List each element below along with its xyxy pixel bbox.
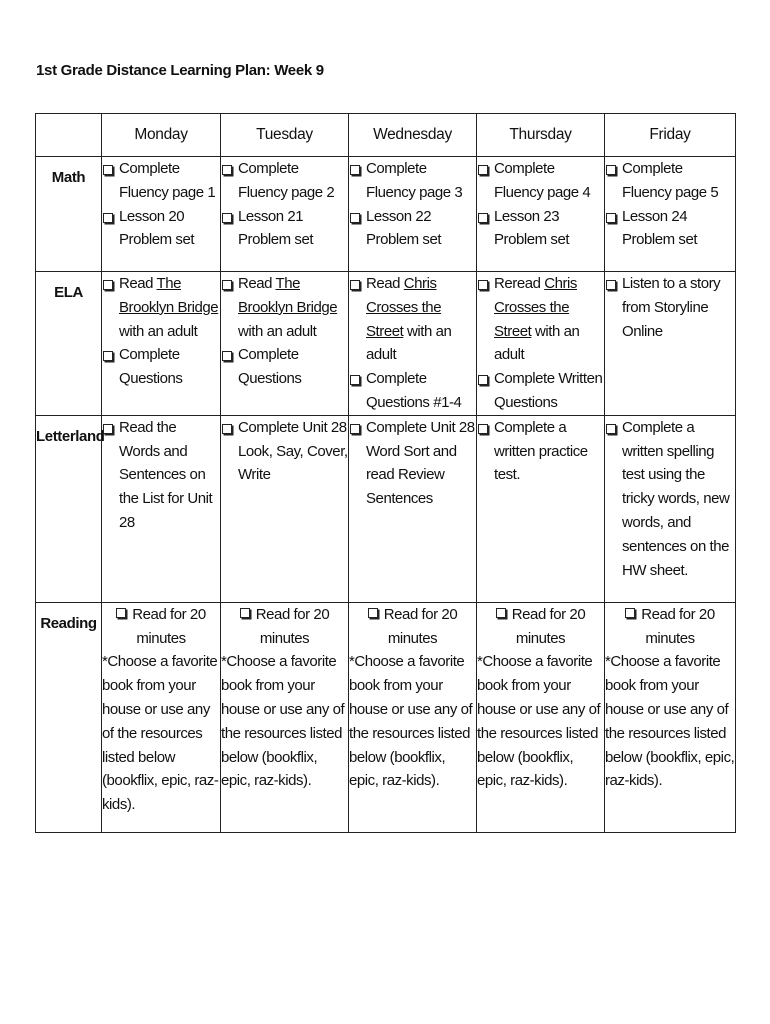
checkbox-icon <box>103 280 113 290</box>
reading-cell-thursday <box>477 602 605 832</box>
reading-cell-tuesday <box>221 602 349 832</box>
task-item: Listen to a story from Storyline Online <box>605 272 735 343</box>
checkbox-icon <box>103 424 113 434</box>
task-item: Complete Fluency page 2 <box>221 157 348 205</box>
checkbox-icon <box>478 165 488 175</box>
day-header-wednesday: Wednesday <box>349 114 477 157</box>
task-item: Lesson 21 Problem set <box>221 205 348 253</box>
task-item: Lesson 24 Problem set <box>605 205 735 253</box>
day-header-friday: Friday <box>605 114 736 157</box>
checkbox-icon <box>625 608 635 618</box>
task-item: Complete Questions <box>102 343 220 391</box>
reading-cell-friday <box>605 602 736 832</box>
task-item: Read The Brooklyn Bridge with an adult <box>221 272 348 343</box>
checkbox-icon <box>350 165 360 175</box>
ela-cell-wednesday <box>349 272 477 416</box>
task-item: Complete Questions <box>221 343 348 391</box>
task-item: Complete a written practice test. <box>477 416 604 487</box>
task-item: Complete Fluency page 3 <box>349 157 476 205</box>
reading-note: *Choose a favorite book from your house or use any of the resources listed below (bookflix, epic, raz-kids). <box>221 653 345 790</box>
task-item: Read for 20 minutes <box>605 603 735 651</box>
checkbox-icon <box>606 424 616 434</box>
checkbox-icon <box>606 165 616 175</box>
letterland-cell-friday <box>605 415 736 602</box>
letterland-cell-thursday <box>477 415 605 602</box>
task-item: Read for 20 minutes <box>102 603 220 651</box>
checkbox-icon <box>103 351 113 361</box>
checkbox-icon <box>496 608 506 618</box>
letterland-cell-monday <box>102 415 221 602</box>
task-item: Complete Fluency page 4 <box>477 157 604 205</box>
math-cell-wednesday <box>349 157 477 272</box>
checkbox-icon <box>222 351 232 361</box>
checkbox-icon <box>606 213 616 223</box>
task-item: Complete Fluency page 1 <box>102 157 220 205</box>
ela-cell-tuesday <box>221 272 349 416</box>
day-header-tuesday: Tuesday <box>221 114 349 157</box>
checkbox-icon <box>478 280 488 290</box>
ela-cell-thursday <box>477 272 605 416</box>
checkbox-icon <box>606 280 616 290</box>
reading-note: *Choose a favorite book from your house or use any of the resources listed below (bookflix, epic, raz-kids). <box>477 653 601 790</box>
letterland-cell-wednesday <box>349 415 477 602</box>
reading-cell-wednesday <box>349 602 477 832</box>
task-item: Complete a written spelling test using the tricky words, new words, and sentences on the HW sheet. <box>605 416 735 583</box>
checkbox-icon <box>478 375 488 385</box>
math-cell-thursday <box>477 157 605 272</box>
weekly-plan-table <box>35 113 736 833</box>
reading-cell-monday <box>102 602 221 832</box>
checkbox-icon <box>222 280 232 290</box>
subject-letterland: Letterland <box>36 415 102 602</box>
checkbox-icon <box>350 213 360 223</box>
reading-note: *Choose a favorite book from your house or use any of the resources listed below (bookflix, epic, raz-kids). <box>102 653 219 814</box>
day-header-thursday: Thursday <box>477 114 605 157</box>
math-cell-monday <box>102 157 221 272</box>
task-item: Read Chris Crosses the Street with an adult <box>349 272 476 367</box>
task-item: Read for 20 minutes <box>221 603 348 651</box>
checkbox-icon <box>240 608 250 618</box>
book-title: Chris Crosses the Street <box>494 275 577 340</box>
task-item: Complete Unit 28 Word Sort and read Review Sentences <box>349 416 476 511</box>
letterland-row <box>36 415 736 602</box>
reading-note: *Choose a favorite book from your house or use any of the resources listed below (bookflix, epic, raz-kids). <box>605 653 735 790</box>
checkbox-icon <box>350 280 360 290</box>
task-item: Complete Questions #1-4 <box>349 367 476 415</box>
task-item: Lesson 22 Problem set <box>349 205 476 253</box>
book-title: The Brooklyn Bridge <box>119 275 219 316</box>
checkbox-icon <box>350 424 360 434</box>
checkbox-icon <box>478 213 488 223</box>
book-title: Chris Crosses the Street <box>366 275 442 340</box>
task-item: Read for 20 minutes <box>477 603 604 651</box>
checkbox-icon <box>116 608 126 618</box>
task-item: Lesson 23 Problem set <box>477 205 604 253</box>
task-item: Complete Unit 28 Look, Say, Cover, Write <box>221 416 348 487</box>
reading-note: *Choose a favorite book from your house or use any of the resources listed below (bookflix, epic, raz-kids). <box>349 653 473 790</box>
math-cell-tuesday <box>221 157 349 272</box>
task-item: Read The Brooklyn Bridge with an adult <box>102 272 220 343</box>
checkbox-icon <box>222 165 232 175</box>
page-title: 1st Grade Distance Learning Plan: Week 9 <box>36 62 324 79</box>
task-item: Lesson 20 Problem set <box>102 205 220 253</box>
task-item: Read the Words and Sentences on the List for Unit 28 <box>102 416 220 535</box>
task-item: Complete Written Questions <box>477 367 604 415</box>
math-row <box>36 157 736 272</box>
checkbox-icon <box>478 424 488 434</box>
checkbox-icon <box>350 375 360 385</box>
subject-math: Math <box>36 157 102 272</box>
checkbox-icon <box>368 608 378 618</box>
day-header-monday: Monday <box>102 114 221 157</box>
header-row <box>36 114 736 157</box>
corner-cell <box>36 114 102 157</box>
reading-row <box>36 602 736 832</box>
checkbox-icon <box>103 165 113 175</box>
task-item: Reread Chris Crosses the Street with an adult <box>477 272 604 367</box>
book-title: The Brooklyn Bridge <box>238 275 338 316</box>
math-cell-friday <box>605 157 736 272</box>
ela-cell-monday <box>102 272 221 416</box>
checkbox-icon <box>222 213 232 223</box>
letterland-cell-tuesday <box>221 415 349 602</box>
subject-ela: ELA <box>36 272 102 416</box>
checkbox-icon <box>222 424 232 434</box>
checkbox-icon <box>103 213 113 223</box>
task-item: Read for 20 minutes <box>349 603 476 651</box>
task-item: Complete Fluency page 5 <box>605 157 735 205</box>
ela-row <box>36 272 736 416</box>
subject-reading: Reading <box>36 602 102 832</box>
ela-cell-friday <box>605 272 736 416</box>
